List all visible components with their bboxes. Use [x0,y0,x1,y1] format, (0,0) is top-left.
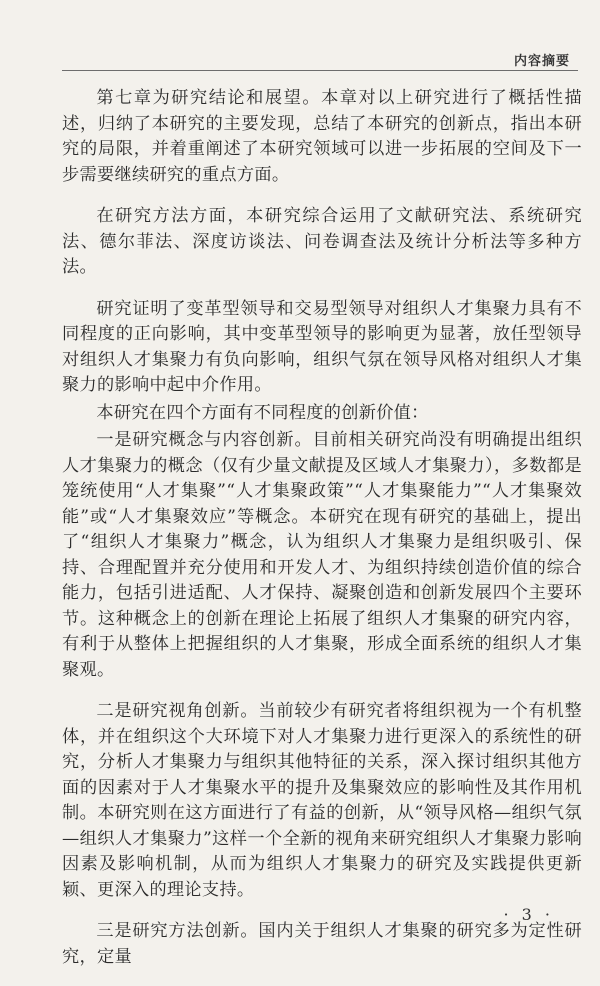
body-text [62,86,582,986]
paragraph-innovation-intro: 本研究在四个方面有不同程度的创新价值： [96,402,429,423]
paragraph-findings: 研究证明了变革型领导和交易型领导对组织人才集聚力具有不同程度的正向影响，其中变革型领导的影响更为显著，放任型领导对组织人才集聚力有负向影响，组织气氛在领导风格对组织人才集聚力的影响中起中介作用。 [62,298,582,395]
header-title: 内容摘要 [513,54,570,69]
running-header [62,46,578,71]
paragraph-chapter-seven: 第七章为研究结论和展望。本章对以上研究进行了概括性描述，归纳了本研究的主要发现，总结了本研究的创新点，指出本研究的局限，并着重阐述了本研究领域可以进一步拓展的空间及下一步需要继续研究的重点方面。 [62,88,582,185]
paragraph-innovation-perspective: 二是研究视角创新。当前较少有研究者将组织视为一个有机整体，并在组织这个大环境下对人才集聚力进行更深入的系统性的研究，分析人才集聚力与组织其他特征的关系，深入探讨组织其他方面的因素对于人才集聚水平的提升及集聚效应的影响性及其作用机制。本研究则在这方面进行了有益的创新，从“领导风格—组织气氛—组织人才集聚力”这样一个全新的视角来研究组织人才集聚力影响因素及影响机制，从而为组织人才集聚力的研究及实践提供更新颖、更深入的理论支持。 [62,701,582,900]
paragraph-innovation-concept: 一是研究概念与内容创新。目前相关研究尚没有明确提出组织人才集聚力的概念（仅有少量文献提及区域人才集聚力），多数都是笼统使用“人才集聚”“人才集聚政策”“人才集聚能力”“人才集聚效能”或“人才集聚效应”等概念。本研究在现有研究的基础上，提出了“组织人才集聚力”概念，认为组织人才集聚力是组织吸引、保持、合理配置并充分使用和开发人才、为组织持续创造价值的综合能力，包括引进适配、人才保持、凝聚创造和创新发展四个主要环节。这种概念上的创新在理论上拓展了组织人才集聚的研究内容，有利于从整体上把握组织的人才集聚，形成全面系统的组织人才集聚观。 [62,430,582,680]
page-number: · 3 · [503,905,554,924]
paragraph-methods: 在研究方法方面，本研究综合运用了文献研究法、系统研究法、德尔菲法、深度访谈法、问卷调查法及统计分析法等多种方法。 [62,206,582,277]
paragraph-innovation-method: 三是研究方法创新。国内关于组织人才集聚的研究多为定性研究，定量 [62,921,582,967]
